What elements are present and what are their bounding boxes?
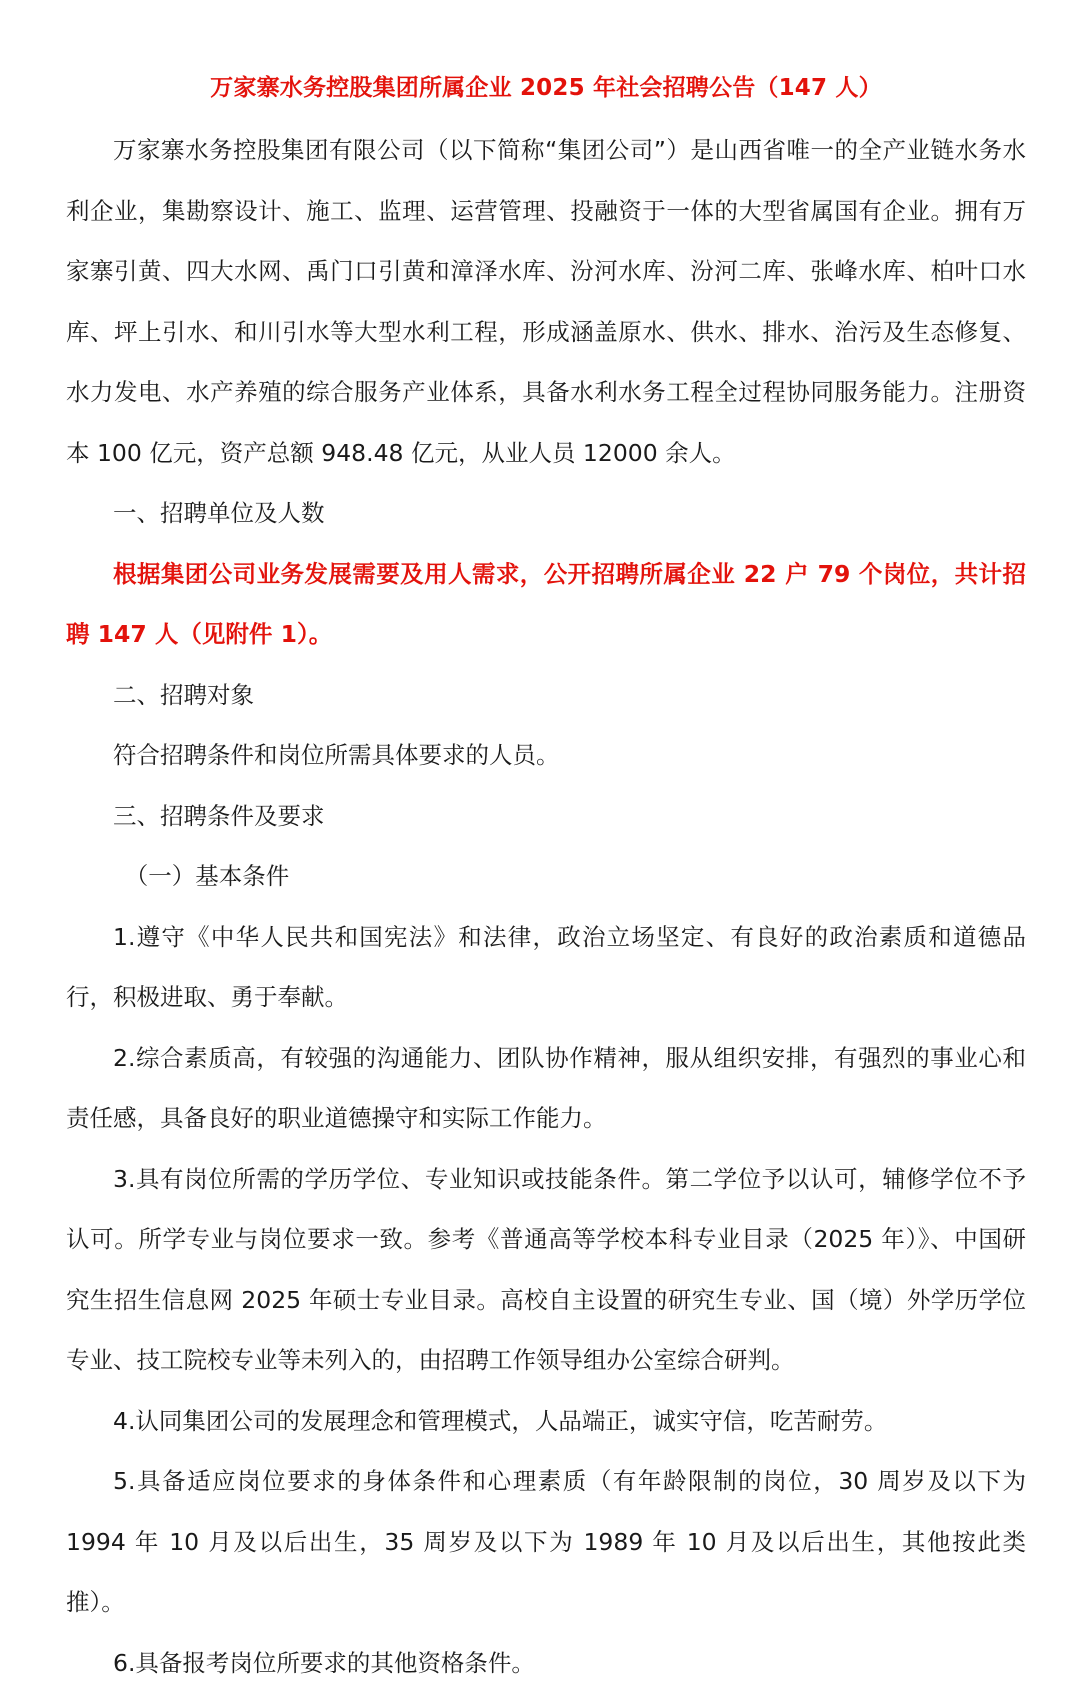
condition-item-5: 5.具备适应岗位要求的身体条件和心理素质（有年龄限制的岗位，30 周岁及以下为 1994 年 10 月及以后出生，35 周岁及以下为 1989 年 10 月及以后出生，其他按此类推）。 — [66, 1451, 1026, 1633]
condition-item-2: 2.综合素质高，有较强的沟通能力、团队协作精神，服从组织安排，有强烈的事业心和责任感，具备良好的职业道德操守和实际工作能力。 — [66, 1028, 1026, 1149]
condition-item-4: 4.认同集团公司的发展理念和管理模式，人品端正，诚实守信，吃苦耐劳。 — [66, 1391, 1026, 1452]
section-3-heading: 三、招聘条件及要求 — [66, 786, 1026, 847]
document-title: 万家寨水务控股集团所属企业 2025 年社会招聘公告（147 人） — [66, 58, 1026, 118]
condition-item-3: 3.具有岗位所需的学历学位、专业知识或技能条件。第二学位予以认可，辅修学位不予认可。所学专业与岗位要求一致。参考《普通高等学校本科专业目录（2025 年）》、中国研究生招生信息网 2025 年硕士专业目录。高校自主设置的研究生专业、国（境）外学历学位专业、技工院校专业等未列入的，由招聘工作领导组办公室综合研判。 — [66, 1149, 1026, 1391]
condition-item-1: 1.遵守《中华人民共和国宪法》和法律，政治立场坚定、有良好的政治素质和道德品行，积极进取、勇于奉献。 — [66, 907, 1026, 1028]
section-2-heading: 二、招聘对象 — [66, 665, 1026, 726]
section-2-text: 符合招聘条件和岗位所需具体要求的人员。 — [66, 725, 1026, 786]
condition-item-6: 6.具备报考岗位所要求的其他资格条件。 — [66, 1633, 1026, 1693]
section-3-subheading: （一）基本条件 — [66, 846, 1026, 907]
section-1-heading: 一、招聘单位及人数 — [66, 483, 1026, 544]
intro-paragraph: 万家寨水务控股集团有限公司（以下简称“集团公司”）是山西省唯一的全产业链水务水利企业，集勘察设计、施工、监理、运营管理、投融资于一体的大型省属国有企业。拥有万家寨引黄、四大水网、禹门口引黄和漳泽水库、汾河水库、汾河二库、张峰水库、柏叶口水库、坪上引水、和川引水等大型水利工程，形成涵盖原水、供水、排水、治污及生态修复、水力发电、水产养殖的综合服务产业体系，具备水利水务工程全过程协同服务能力。注册资本 100 亿元，资产总额 948.48 亿元，从业人员 12000 余人。 — [66, 120, 1026, 483]
section-1-text: 根据集团公司业务发展需要及用人需求，公开招聘所属企业 22 户 79 个岗位，共计招聘 147 人（见附件 1）。 — [66, 544, 1026, 665]
